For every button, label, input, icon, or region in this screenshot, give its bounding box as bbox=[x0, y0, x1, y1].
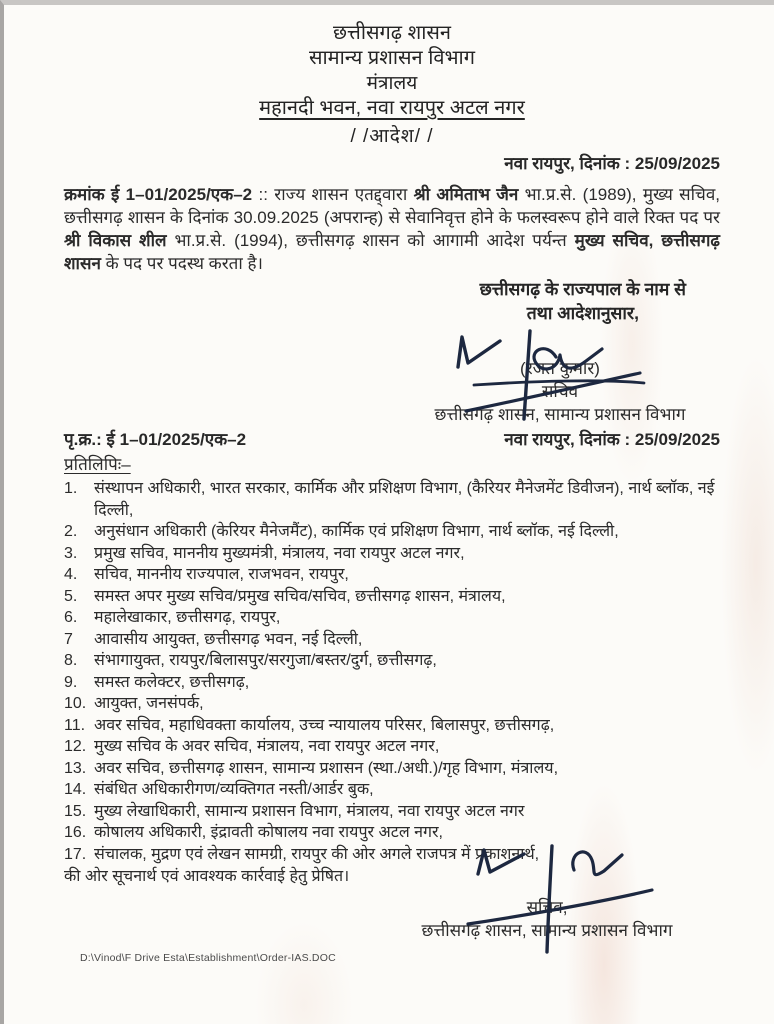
copy-item-number: 16. bbox=[64, 824, 87, 841]
copy-item-text: अवर सचिव, छत्तीसगढ़ शासन, सामान्य प्रशासन (स्था./अधी.)/गृह विभाग, मंत्रालय, bbox=[94, 759, 559, 777]
copy-list-item bbox=[64, 822, 720, 844]
copy-item-text: कोषालय अधिकारी, इंद्रावती कोषालय नवा रायपुर अटल नगर, bbox=[94, 824, 443, 841]
file-path-footer: D:\Vinod\F Drive Esta\Establishment\Order-IAS.DOC bbox=[80, 952, 336, 964]
order-text-4: के पद पर पदस्थ करता है। bbox=[100, 254, 263, 273]
copy-item-text: अनुसंधान अधिकारी (केरियर मैनेजमैंट), कार्मिक एवं प्रशिक्षण विभाग, नार्थ ब्लॉक, नई दिल्ली, bbox=[94, 523, 619, 540]
copy-item-number: 17. bbox=[64, 845, 87, 863]
address-line bbox=[64, 96, 720, 121]
copy-item-text: आवासीय आयुक्त, छत्तीसगढ़ भवन, नई दिल्ली, bbox=[94, 630, 363, 648]
copy-list-item bbox=[64, 629, 720, 651]
signatory-department: छत्तीसगढ़ शासन, सामान्य प्रशासन विभाग bbox=[434, 405, 686, 424]
copy-list-item bbox=[64, 715, 720, 737]
copy-item-number: 6. bbox=[64, 609, 78, 626]
signatory-department-bottom: छत्तीसगढ़ शासन, सामान्य प्रशासन विभाग bbox=[421, 921, 673, 940]
copy-list-item bbox=[64, 543, 720, 565]
copy-item-text: संचालक, मुद्रण एवं लेखन सामग्री, रायपुर की ओर अगले राजपत्र में प्रकाशनार्थ, bbox=[94, 845, 540, 863]
copy-list-item bbox=[64, 801, 720, 823]
copy-item-text: संबंधित अधिकारीगण/व्यक्तिगत नस्ती/आर्डर बुक, bbox=[94, 781, 374, 798]
order-paragraph bbox=[64, 183, 720, 275]
document-content bbox=[4, 5, 774, 964]
department-title: सामान्य प्रशासन विभाग bbox=[308, 47, 476, 69]
copy-item-number: 5. bbox=[64, 587, 78, 605]
copy-list-item bbox=[64, 779, 720, 801]
copy-item-number: 4. bbox=[64, 566, 78, 583]
copy-distribution-list bbox=[64, 478, 720, 865]
reference-number: पृ.क्र.: ई 1–01/2025/एक–2 bbox=[64, 430, 247, 449]
signatory-designation: सचिव bbox=[541, 382, 579, 401]
copy-item-number: 8. bbox=[64, 652, 78, 669]
copy-item-number: 3. bbox=[64, 544, 78, 562]
government-title: छत्तीसगढ़ शासन bbox=[332, 22, 452, 44]
copy-item-text: प्रमुख सचिव, माननीय मुख्यमंत्री, मंत्रालय, नवा रायपुर अटल नगर, bbox=[94, 544, 465, 562]
copy-list-item bbox=[64, 758, 720, 780]
officer-name-1: श्री अमिताभ जैन bbox=[413, 185, 519, 204]
address-underlined: महानदी भवन, नवा रायपुर अटल नगर bbox=[259, 97, 525, 119]
copies-label: प्रतिलिपिः– bbox=[64, 455, 131, 474]
copy-item-text: महालेखाकार, छत्तीसगढ़, रायपुर, bbox=[94, 609, 281, 626]
copy-list-item bbox=[64, 521, 720, 543]
order-text-2: भा.प्र.से. (1989), मुख्य सचिव, छत्तीसगढ़ शासन के दिनांक 30.09.2025 (अपरान्ह) से सेवानिवृत्त होने के फलस्वरूप होने वाले रिक्त पद पर bbox=[64, 185, 721, 227]
reference-row bbox=[64, 428, 720, 452]
copy-item-number: 7 bbox=[64, 630, 73, 648]
copy-item-number: 15. bbox=[64, 802, 87, 820]
copy-item-number: 12. bbox=[64, 738, 87, 755]
copy-item-text: समस्त अपर मुख्य सचिव/प्रमुख सचिव/सचिव, छत्तीसगढ़ शासन, मंत्रालय, bbox=[94, 587, 506, 605]
ministry-line: मंत्रालय bbox=[366, 73, 418, 94]
order-number: क्रमांक ई 1–01/2025/एक–2 bbox=[64, 185, 253, 204]
copy-item-text: मुख्य सचिव के अवर सचिव, मंत्रालय, नवा रायपुर अटल नगर, bbox=[94, 738, 440, 755]
signatory-designation-bottom: सचिव, bbox=[526, 898, 568, 917]
copy-item-number: 2. bbox=[64, 523, 78, 540]
closing-line: की ओर सूचनार्थ एवं आवश्यक कार्रवाई हेतु प्रेषित। bbox=[64, 868, 350, 885]
copy-list-item bbox=[64, 478, 720, 521]
copy-item-number: 14. bbox=[64, 781, 87, 798]
place-date-reference: नवा रायपुर, दिनांक : 25/09/2025 bbox=[504, 430, 720, 449]
copy-list-item bbox=[64, 693, 720, 715]
copy-item-text: समस्त कलेक्टर, छत्तीसगढ़, bbox=[94, 673, 250, 691]
officer-name-2: श्री विकास शील bbox=[64, 231, 167, 250]
copy-list-item bbox=[64, 586, 720, 608]
post-title: मुख्य सचिव, छत्तीसगढ़ शासन bbox=[64, 231, 721, 273]
copy-list-item bbox=[64, 844, 720, 866]
copy-item-number: 11. bbox=[64, 716, 86, 734]
authority-line-2: तथा आदेशानुसार, bbox=[526, 303, 639, 323]
copy-item-text: अवर सचिव, महाधिवक्ता कार्यालय, उच्च न्यायालय परिसर, बिलासपुर, छत्तीसगढ़, bbox=[94, 716, 555, 734]
authority-block bbox=[480, 277, 686, 325]
signatory-name: (रजत कुमार) bbox=[520, 359, 600, 378]
order-text-3: भा.प्र.से. (1994), छत्तीसगढ़ शासन को आगामी आदेश पर्यन्त bbox=[166, 231, 575, 250]
copy-list-item bbox=[64, 650, 720, 672]
copy-item-text: संभागायुक्त, रायपुर/बिलासपुर/सरगुजा/बस्तर/दुर्ग, छत्तीसगढ़, bbox=[94, 652, 437, 669]
signature-block-top bbox=[400, 357, 720, 426]
order-text-1: :: राज्य शासन एतद्द्वारा bbox=[252, 185, 414, 204]
copy-item-number: 13. bbox=[64, 759, 87, 777]
copy-item-text: संस्थापन अधिकारी, भारत सरकार, कार्मिक और प्रशिक्षण विभाग, (कैरियर मैनेजमेंट डिवीजन), नार्थ ब्लॉक, नई दिल्ली, bbox=[94, 480, 715, 519]
copy-list-item bbox=[64, 672, 720, 694]
copy-item-text: आयुक्त, जनसंपर्क, bbox=[94, 695, 204, 712]
order-heading: / /आदेश/ / bbox=[350, 126, 434, 147]
copy-item-number: 9. bbox=[64, 673, 78, 691]
signature-block-bottom bbox=[382, 896, 712, 942]
copy-list-item bbox=[64, 564, 720, 586]
copy-item-number: 10. bbox=[64, 695, 87, 712]
authority-line-1: छत्तीसगढ़ के राज्यपाल के नाम से bbox=[479, 279, 686, 299]
copy-list-item bbox=[64, 736, 720, 758]
copy-item-text: मुख्य लेखाधिकारी, सामान्य प्रशासन विभाग, मंत्रालय, नवा रायपुर अटल नगर bbox=[94, 802, 525, 820]
copy-item-text: सचिव, माननीय राज्यपाल, राजभवन, रायपुर, bbox=[94, 566, 349, 583]
copy-item-number: 1. bbox=[64, 480, 78, 497]
place-date-top: नवा रायपुर, दिनांक : 25/09/2025 bbox=[504, 154, 720, 173]
copy-list-item bbox=[64, 607, 720, 629]
